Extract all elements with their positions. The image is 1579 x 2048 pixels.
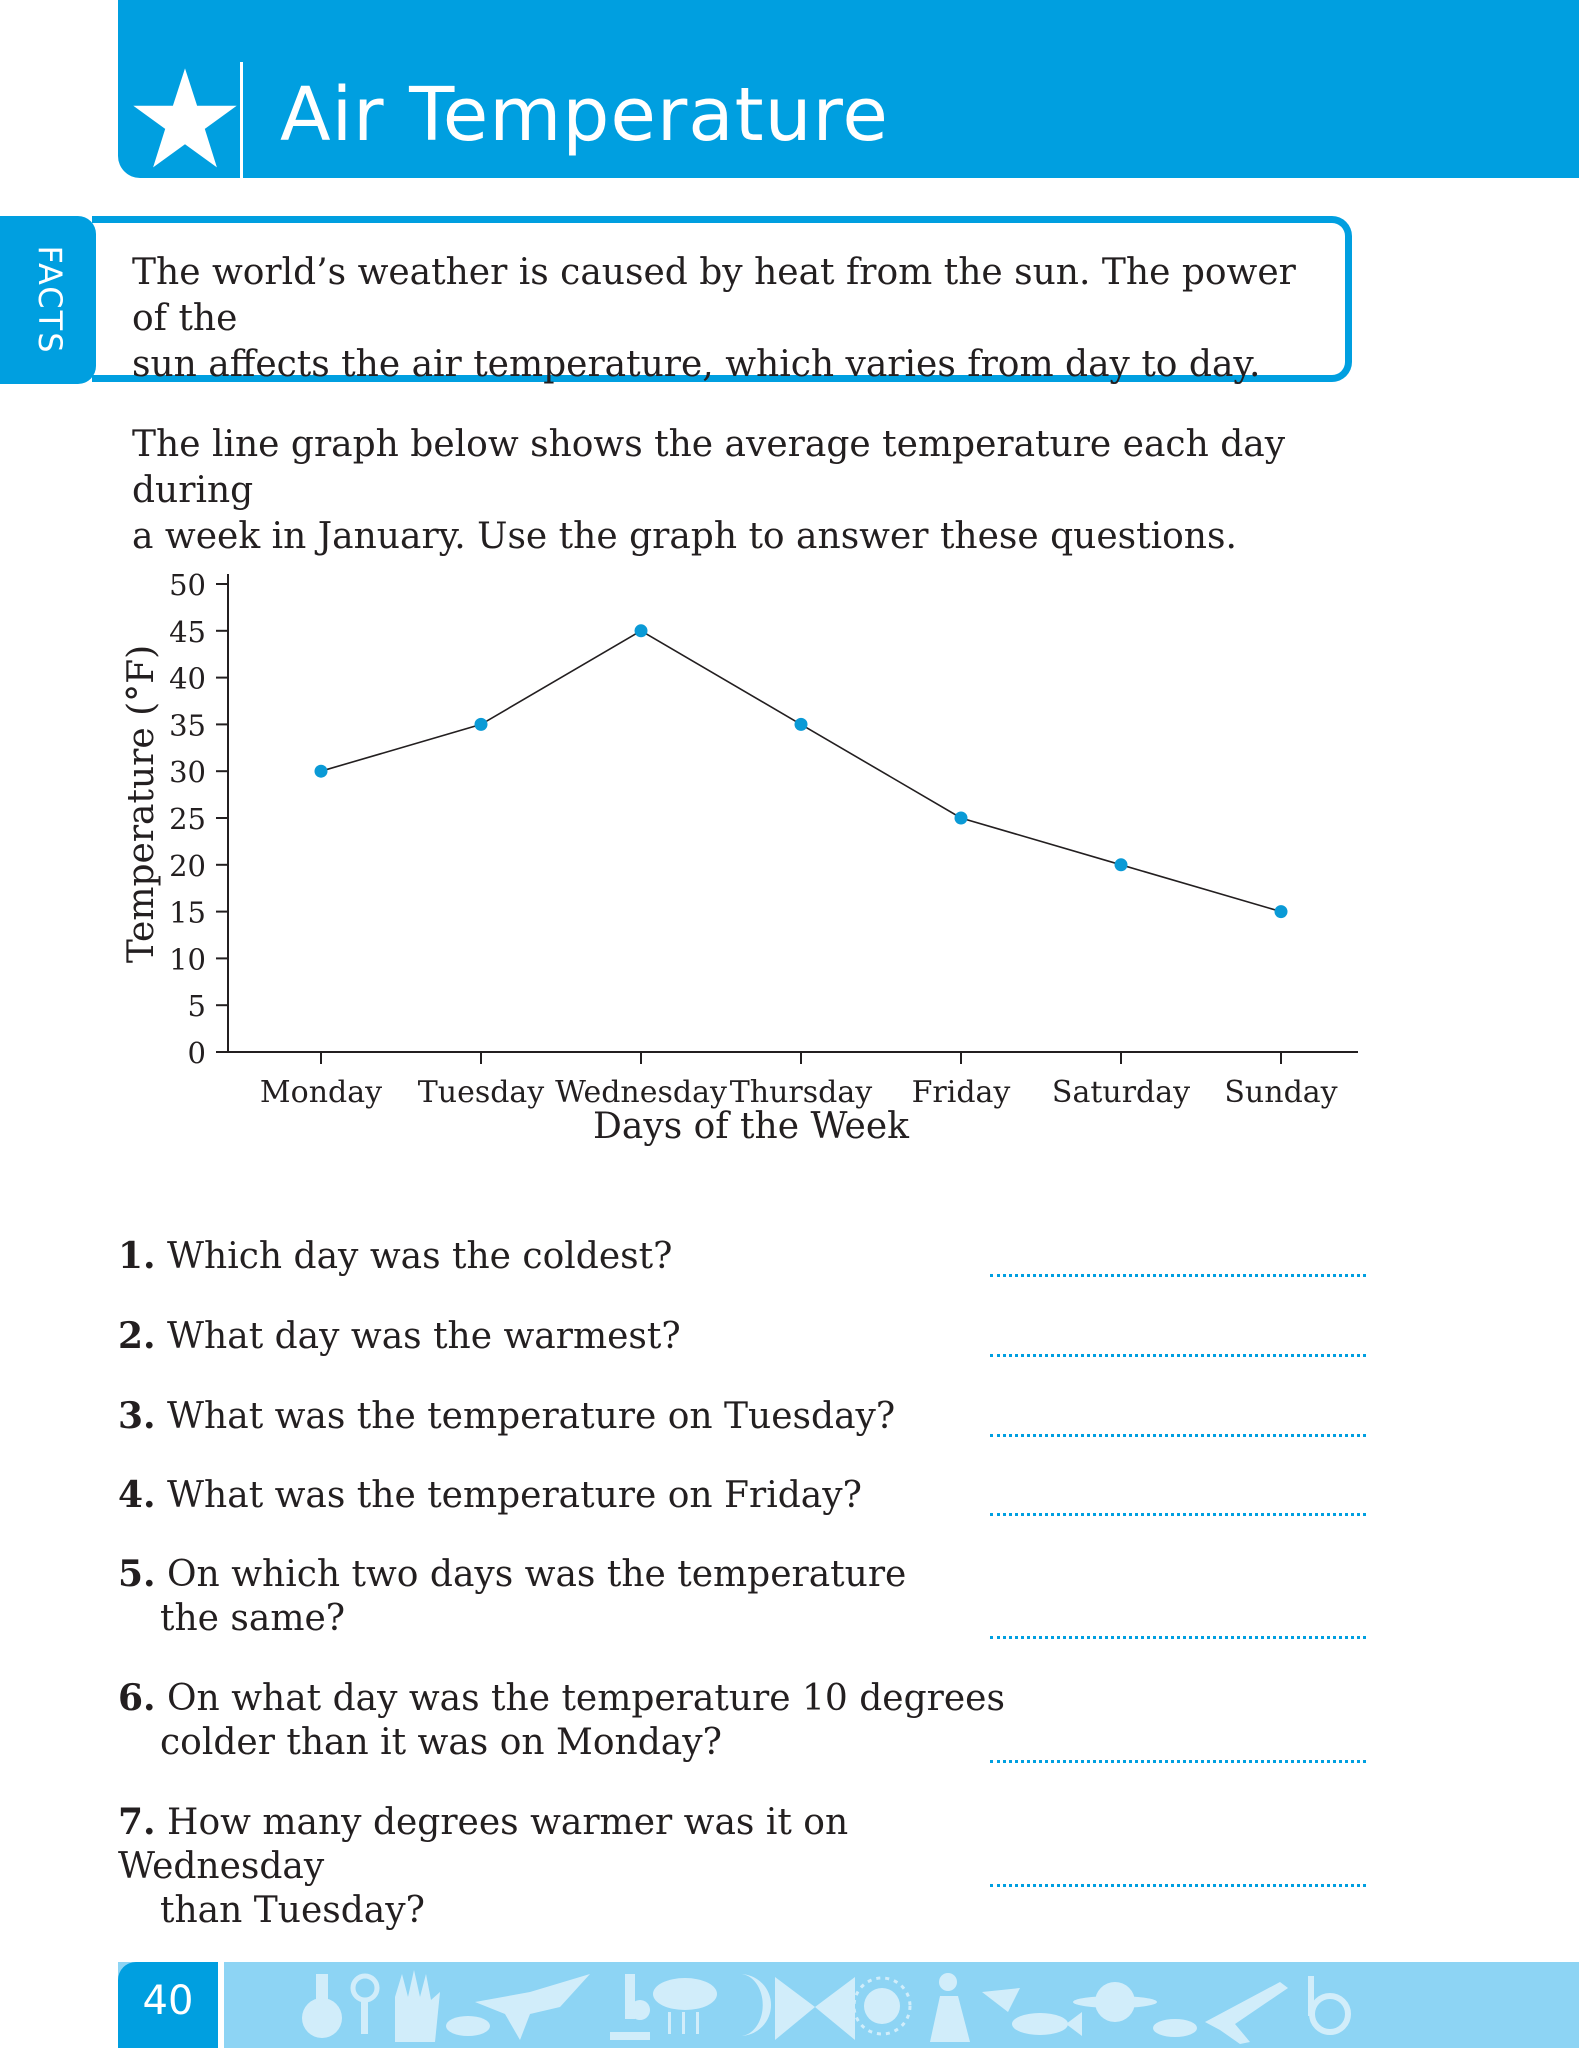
question-5 <box>118 1552 1018 1641</box>
question-4 <box>118 1473 1018 1518</box>
question-text: What day was the warmest? <box>167 1316 681 1357</box>
question-number: 2. <box>118 1315 156 1357</box>
chart-y-tick-label: 35 <box>169 708 206 743</box>
frog-icon <box>446 2016 490 2036</box>
chart-y-tick-label: 25 <box>169 802 206 836</box>
magnifier-icon <box>353 1976 377 2034</box>
chart-y-tick-label: 10 <box>169 942 206 977</box>
fish-icon <box>1012 2012 1082 2036</box>
chart-data-point <box>1275 905 1288 918</box>
chart-y-tick-label: 0 <box>187 1036 206 1070</box>
question-text: What was the temperature on Tuesday? <box>167 1396 896 1437</box>
chart-data-point <box>315 765 328 778</box>
question-number: 5. <box>118 1553 156 1595</box>
chart-y-axis-label: Temperature (°F) <box>121 644 162 964</box>
answer-line-3[interactable] <box>990 1434 1366 1437</box>
butterfly-icon <box>775 1977 855 2040</box>
chart-y-tick-label: 45 <box>169 614 206 649</box>
chart-y-tick-label: 30 <box>169 755 206 790</box>
chart-series-line <box>321 631 1281 912</box>
chart-data-point <box>795 718 808 731</box>
question-2 <box>118 1314 1018 1359</box>
question-number: 1. <box>118 1235 156 1277</box>
facts-line-1: The world’s weather is caused by heat from the sun. The power of the <box>132 252 1296 339</box>
answer-line-6[interactable] <box>990 1760 1366 1763</box>
question-text: On what day was the temperature 10 degrees <box>167 1678 1005 1719</box>
chart-x-tick-label: Thursday <box>729 1075 873 1110</box>
header-divider <box>240 62 243 178</box>
question-1 <box>118 1234 1018 1279</box>
facts-tab-label: FACTS <box>31 245 69 355</box>
facts-line-2: sun affects the air temperature, which varies from day to day. <box>132 344 1261 385</box>
page-number: 40 <box>142 1978 194 2024</box>
planet-icon <box>1073 1982 1157 2022</box>
sun-icon <box>854 1978 910 2034</box>
footer-divider <box>218 1962 224 2048</box>
question-number: 3. <box>118 1395 156 1437</box>
chart-y-tick-label: 50 <box>169 568 206 602</box>
answer-line-5[interactable] <box>990 1636 1366 1639</box>
horn-icon <box>1308 1976 1348 2032</box>
question-text: How many degrees warmer was it on Wednesday <box>118 1802 849 1887</box>
question-number: 6. <box>118 1677 156 1719</box>
answer-line-2[interactable] <box>990 1354 1366 1357</box>
question-6 <box>118 1676 1018 1765</box>
chart-x-tick-label: Monday <box>259 1075 383 1110</box>
footprint-icon <box>1153 2019 1197 2037</box>
hand-icon <box>395 1970 440 2042</box>
chart-y-tick-label: 40 <box>169 661 206 696</box>
intro-line-1: The line graph below shows the average temperature each day during <box>132 424 1286 511</box>
chart-y-tick-label: 15 <box>169 895 206 930</box>
footer-decoration-icons <box>230 1962 1370 2048</box>
question-text: What was the temperature on Friday? <box>167 1475 862 1516</box>
question-text-continued: than Tuesday? <box>160 1890 425 1931</box>
question-number: 4. <box>118 1474 156 1516</box>
question-text-continued: colder than it was on Monday? <box>160 1722 722 1763</box>
answer-line-7[interactable] <box>990 1884 1366 1887</box>
chart-data-point <box>635 624 648 637</box>
question-text-continued: the same? <box>160 1598 346 1639</box>
moon-icon <box>740 1974 771 2036</box>
chart-x-tick-label: Friday <box>911 1075 1011 1110</box>
chart-y-tick-label: 20 <box>169 848 206 883</box>
question-text: Which day was the coldest? <box>167 1236 673 1277</box>
temperature-line-chart <box>0 540 1400 1170</box>
chart-x-tick-label: Tuesday <box>417 1075 545 1110</box>
rain-cloud-icon <box>653 1978 717 2034</box>
question-text: On which two days was the temperature <box>167 1554 907 1595</box>
chart-data-point <box>1115 858 1128 871</box>
answer-line-1[interactable] <box>990 1274 1366 1277</box>
person-reading-icon <box>930 1973 970 2042</box>
chart-x-tick-label: Wednesday <box>555 1075 727 1110</box>
chart-x-tick-label: Sunday <box>1224 1075 1338 1110</box>
intro-line-2: a week in January. Use the graph to answer these questions. <box>132 516 1237 557</box>
question-7 <box>118 1800 1018 1933</box>
question-number: 7. <box>118 1801 156 1843</box>
airplane-icon <box>1205 1982 1288 2044</box>
microscope-icon <box>610 1974 650 2040</box>
question-3 <box>118 1394 1018 1439</box>
chart-x-tick-label: Saturday <box>1051 1075 1191 1110</box>
leaf-icon <box>982 1988 1020 2012</box>
chart-data-point <box>475 718 488 731</box>
chart-y-tick-label: 5 <box>187 989 206 1024</box>
chart-x-axis-label: Days of the Week <box>593 1106 909 1147</box>
page-title: Air Temperature <box>280 72 889 158</box>
chart-data-point <box>955 812 968 825</box>
flask-icon <box>302 1974 342 2038</box>
facts-text <box>132 250 1332 388</box>
star-icon <box>130 64 240 174</box>
answer-line-4[interactable] <box>990 1513 1366 1516</box>
eagle-icon <box>475 1974 590 2040</box>
